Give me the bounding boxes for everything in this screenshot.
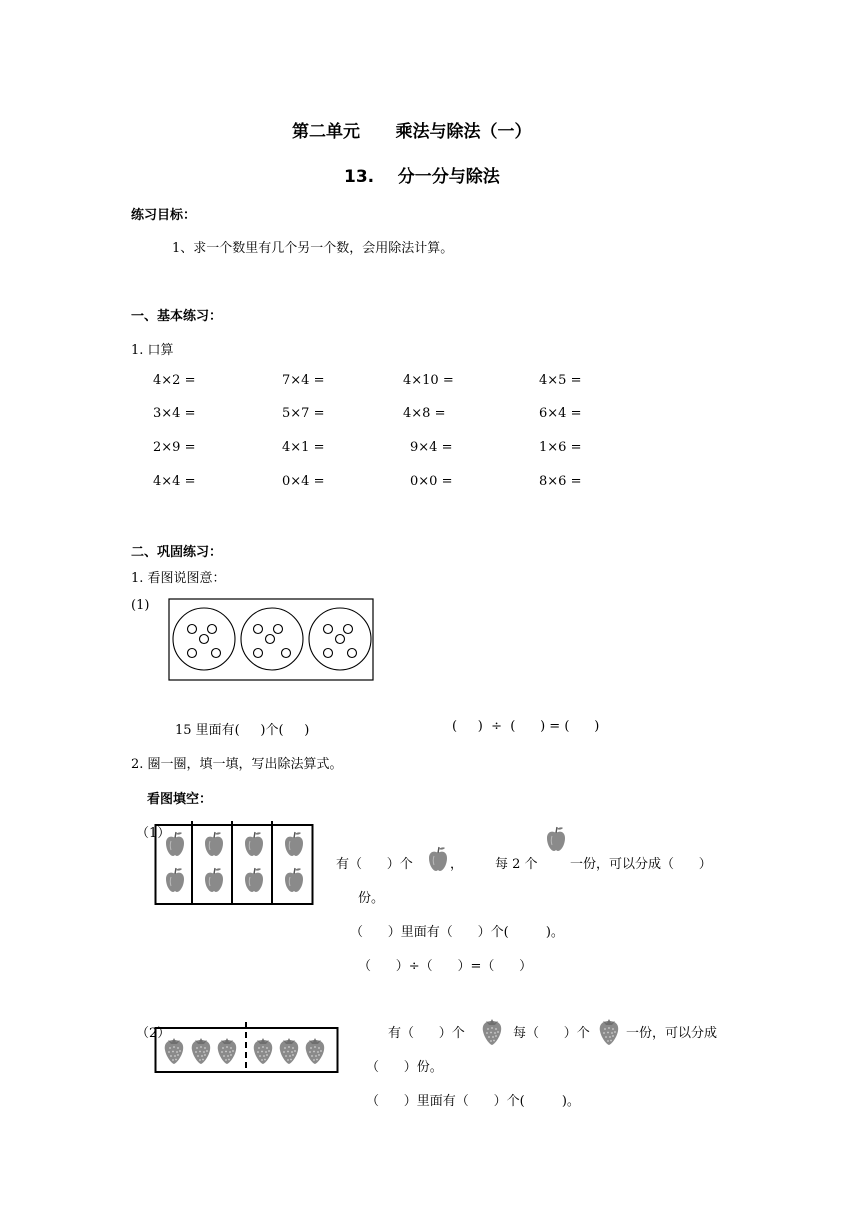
plate-circle (173, 608, 235, 670)
problem1-text-b: ( ) ÷ ( ) = ( ) (452, 719, 600, 734)
apple-icon (428, 846, 448, 872)
strawberry-icon (165, 1038, 183, 1064)
apples-figure (154, 821, 316, 907)
q2-line1-b: 每（ ）个 (513, 1026, 590, 1041)
math-item: 4×2 = (153, 373, 196, 388)
unit-title: 第二单元 乘法与除法（一） (292, 122, 532, 142)
objectives-heading: 练习目标： (131, 208, 197, 223)
q2-line1-a: 有（ ）个 (388, 1026, 465, 1041)
math-item: 6×4 = (539, 406, 582, 421)
apple-icon (166, 868, 184, 892)
q1-line1-b: ， (450, 857, 464, 872)
apple-icon (245, 832, 263, 856)
math-item: 1×6 = (539, 440, 582, 455)
math-item: 2×9 = (153, 440, 196, 455)
math-item: 5×7 = (282, 406, 325, 421)
dot (336, 635, 345, 644)
dot (324, 649, 333, 658)
q1-line4: （ ）÷（ ）=（ ） (358, 959, 533, 974)
problem1-label: (1) (131, 598, 150, 613)
math-item: 4×10 = (403, 373, 454, 388)
strawberry-icon (306, 1038, 324, 1064)
math-item: 8×6 = (539, 474, 582, 489)
q2-label: （2） (136, 1026, 171, 1041)
dot (282, 649, 291, 658)
plate-circle (309, 608, 371, 670)
q1-line1-d: 一份，可以分成（ ） (570, 857, 712, 872)
apple-icon (205, 868, 223, 892)
q2-line2: （ ）份。 (366, 1060, 443, 1075)
q1-line1-a: 有（ ）个 (336, 857, 413, 872)
math-item: 3×4 = (153, 406, 196, 421)
dot (348, 649, 357, 658)
strawberry-icon (254, 1038, 272, 1064)
dot (188, 649, 197, 658)
dot (212, 649, 221, 658)
section2-sub2: 2. 圈一圈，填一填，写出除法算式。 (131, 757, 343, 772)
dot (254, 625, 263, 634)
lesson-title: 13. 分一分与除法 (344, 167, 500, 187)
plates-figure (168, 598, 375, 682)
apple-icon (166, 832, 184, 856)
dot (274, 625, 283, 634)
strawberries-figure (154, 1022, 340, 1076)
section2-heading: 二、巩固练习： (131, 545, 223, 560)
strawberry-icon (218, 1038, 236, 1064)
section1-sub1: 1. 口算 (131, 343, 174, 358)
plate-circle (241, 608, 303, 670)
q1-line3: （ ）里面有（ ）个( )。 (350, 925, 564, 940)
math-item: 0×0 = (410, 474, 453, 489)
dot (344, 625, 353, 634)
math-item: 4×4 = (153, 474, 196, 489)
dot (266, 635, 275, 644)
objective-item: 1、求一个数里有几个另一个数，会用除法计算。 (172, 241, 454, 256)
q2-line1-c: 一份，可以分成 (626, 1026, 718, 1041)
dot (254, 649, 263, 658)
dot (200, 635, 209, 644)
problem1-text-a: 15 里面有( )个( ) (175, 723, 310, 738)
math-item: 9×4 = (410, 440, 453, 455)
apple-icon (285, 832, 303, 856)
math-item: 7×4 = (282, 373, 325, 388)
dot (208, 625, 217, 634)
q1-label: （1） (136, 826, 171, 841)
fill-heading: 看图填空： (147, 792, 213, 807)
section2-sub1: 1. 看图说图意： (131, 571, 226, 586)
strawberry-icon (280, 1038, 298, 1064)
apple-icon (245, 868, 263, 892)
dot (324, 625, 333, 634)
math-item: 4×8 = (403, 406, 446, 421)
math-item: 4×1 = (282, 440, 325, 455)
section1-heading: 一、基本练习： (131, 309, 223, 324)
apple-icon (546, 826, 566, 852)
apple-icon (285, 868, 303, 892)
q1-line2: 份。 (358, 891, 385, 906)
strawberry-icon (481, 1016, 503, 1046)
strawberry-icon (598, 1016, 620, 1046)
apple-icon (205, 832, 223, 856)
math-item: 0×4 = (282, 474, 325, 489)
q1-line1-c: 每 2 个 (495, 857, 538, 872)
q2-line3: （ ）里面有（ ）个( )。 (366, 1094, 580, 1109)
math-item: 4×5 = (539, 373, 582, 388)
dot (188, 625, 197, 634)
strawberry-icon (192, 1038, 210, 1064)
